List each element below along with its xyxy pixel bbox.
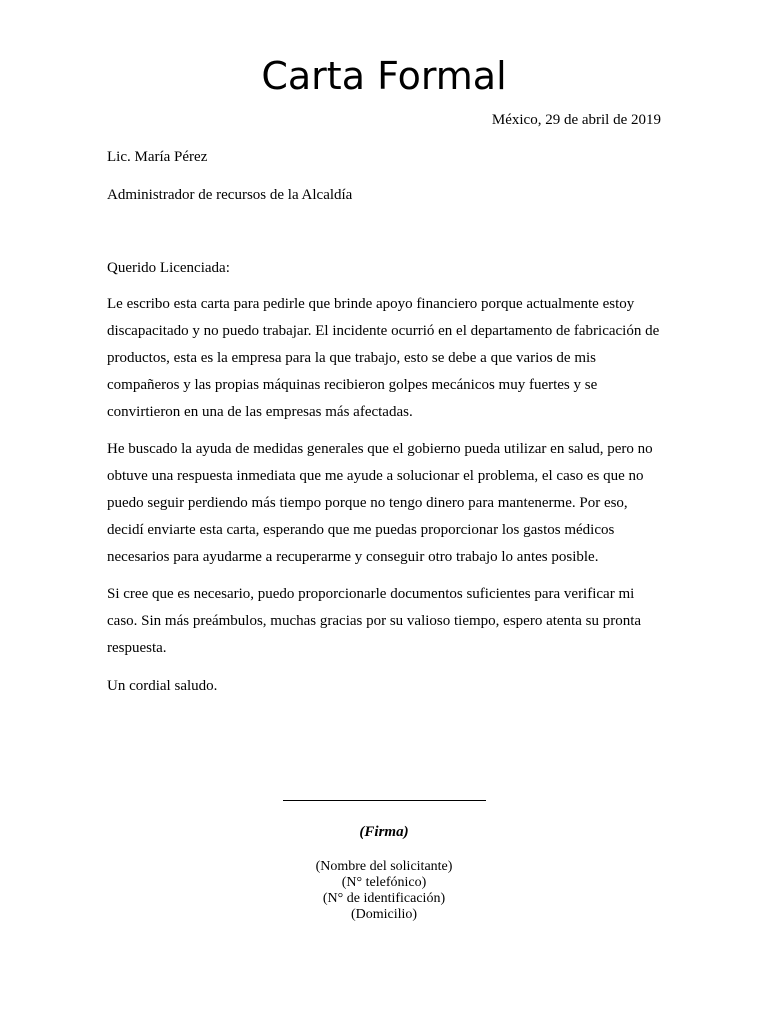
signer-phone-field: (N° telefónico): [341, 875, 427, 890]
body-paragraph: Le escribo esta carta para pedirle que brinde apoyo financiero porque actualmente estoy discapacitado y no puedo trabajar. El incidente ocurrió en el departamento de fabricación de productos, esta es la empresa para la que trabajo, esto se debe a que varios de mis compañeros y las propias máquinas recibieron golpes mecánicos muy fuertes y se convirtieron en una de las empresas más afectadas.: [107, 296, 660, 420]
signer-details: [234, 859, 534, 923]
greeting: Querido Licenciada:: [107, 260, 230, 276]
signer-id-field: (N° de identificación): [322, 891, 446, 906]
letter-body: [107, 291, 662, 672]
recipient-name: Lic. María Pérez: [107, 149, 208, 165]
closing: Un cordial saludo.: [107, 678, 218, 694]
signer-name-field: (Nombre del solicitante): [315, 859, 453, 874]
recipient-title: Administrador de recursos de la Alcaldía: [107, 187, 353, 203]
signature-label: (Firma): [359, 824, 409, 840]
signer-address-field: (Domicilio): [350, 907, 418, 922]
letter-title: Carta Formal: [261, 54, 507, 98]
signature-line: [283, 800, 486, 801]
body-paragraph: Si cree que es necesario, puedo proporcionarle documentos suficientes para verificar mi caso. Sin más preámbulos, muchas gracias por su valioso tiempo, espero atenta su pronta respuesta.: [107, 586, 642, 656]
letter-date: México, 29 de abril de 2019: [491, 112, 661, 128]
body-paragraph: He buscado la ayuda de medidas generales que el gobierno pueda utilizar en salud, pero no obtuve una respuesta inmediata que me ayude a solucionar el problema, el caso es que no puedo seguir perdiendo más tiempo porque no tengo dinero para mantenerme. Por eso, decidí enviarte esta carta, esperando que me puedas proporcionar los gastos médicos necesarios para ayudarme a recuperarme y conseguir otro trabajo lo antes posible.: [107, 441, 653, 565]
